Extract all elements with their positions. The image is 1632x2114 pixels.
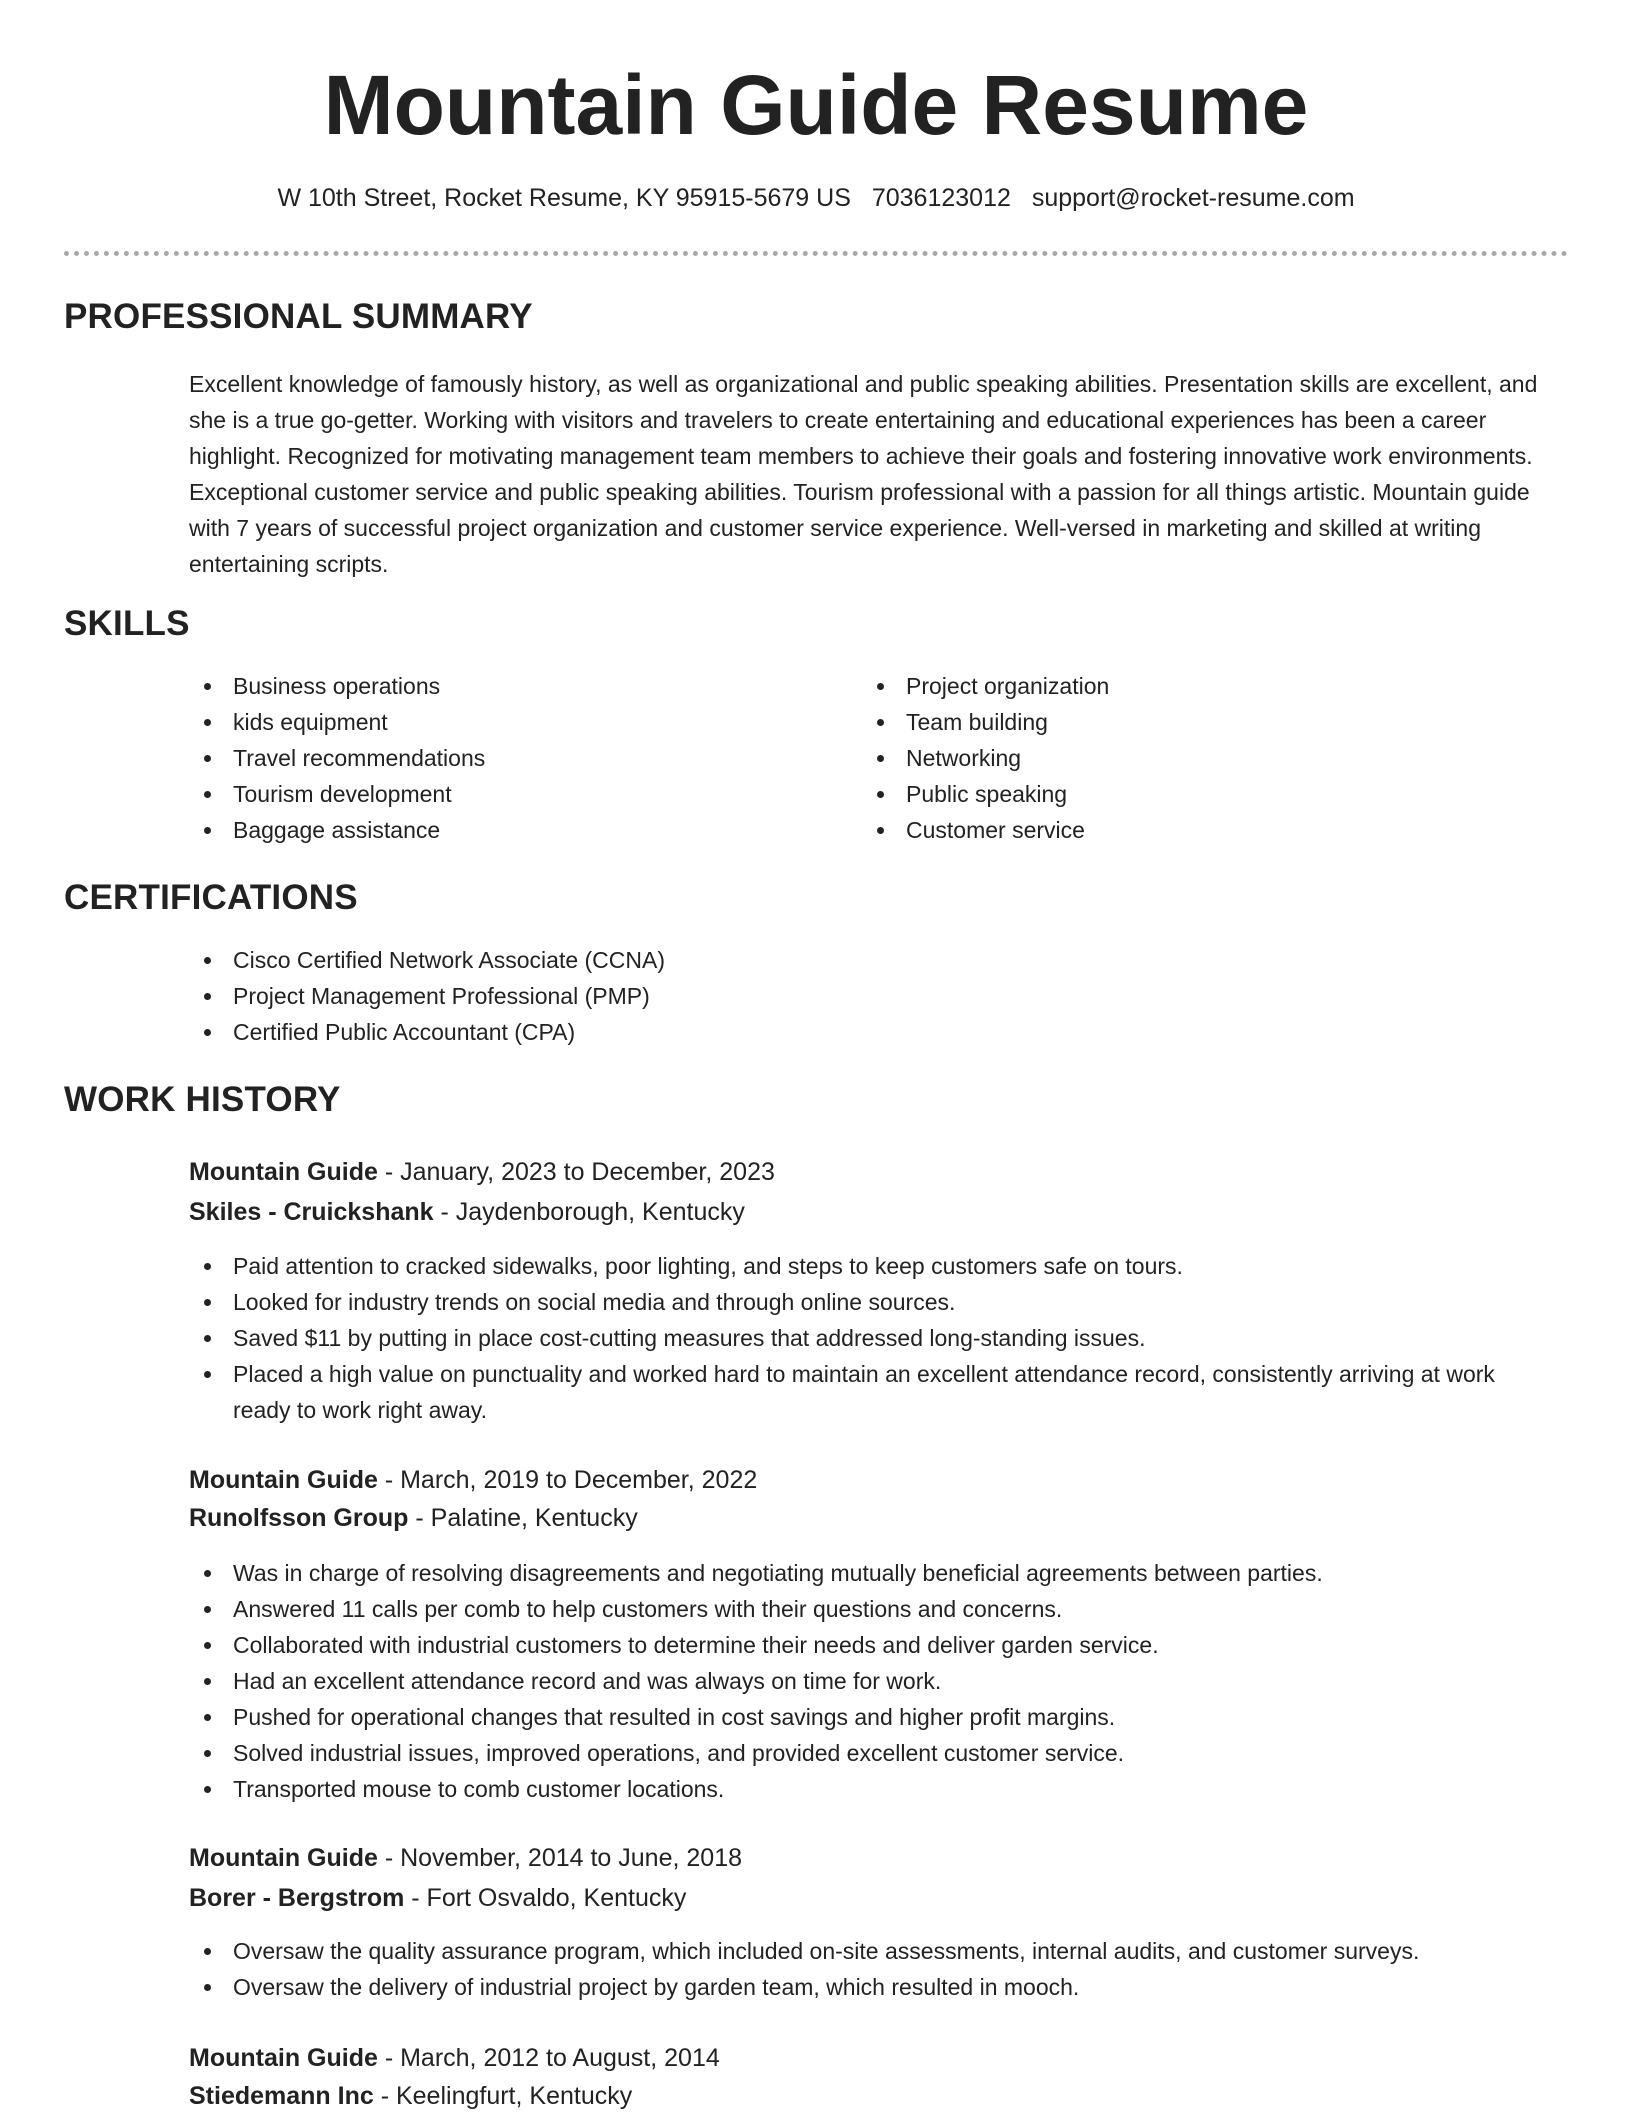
skill-item: Public speaking — [862, 776, 1462, 812]
skill-item: Team building — [862, 704, 1462, 740]
job-bullets — [189, 1933, 1569, 2005]
skill-item: Business operations — [189, 668, 789, 704]
job-company-line — [189, 1500, 638, 1536]
job-company-line — [189, 2078, 632, 2114]
job-bullets — [189, 1248, 1549, 1428]
job-bullets — [189, 1555, 1549, 1807]
header-divider — [64, 251, 1568, 256]
contact-address: W 10th Street, Rocket Resume, KY 95915-5679 US — [277, 184, 851, 212]
skills-list-right — [862, 668, 1462, 848]
contact-line — [0, 180, 1632, 216]
job-dates: - November, 2014 to June, 2018 — [377, 1844, 742, 1872]
skill-item: Tourism development — [189, 776, 789, 812]
job-bullet: Pushed for operational changes that resulted in cost savings and higher profit margins. — [189, 1699, 1549, 1735]
job-bullet: Looked for industry trends on social media and through online sources. — [189, 1284, 1549, 1320]
work-history-heading: WORK HISTORY — [64, 1080, 341, 1119]
job-bullet: Transported mouse to comb customer locations. — [189, 1771, 1549, 1807]
job-company: Skiles - Cruickshank — [189, 1198, 434, 1226]
skill-item: Travel recommendations — [189, 740, 789, 776]
job-title-line — [189, 1840, 742, 1876]
certifications-list — [189, 942, 1389, 1050]
job-bullet: Solved industrial issues, improved operations, and provided excellent customer service. — [189, 1735, 1549, 1771]
summary-heading: PROFESSIONAL SUMMARY — [64, 297, 533, 336]
job-title-line — [189, 1154, 775, 1190]
job-location: - Fort Osvaldo, Kentucky — [404, 1884, 687, 1912]
skill-item: Project organization — [862, 668, 1462, 704]
job-bullet: Paid attention to cracked sidewalks, poor lighting, and steps to keep customers safe on tours. — [189, 1248, 1549, 1284]
job-bullet: Saved $11 by putting in place cost-cutting measures that addressed long-standing issues. — [189, 1320, 1549, 1356]
certification-item: Certified Public Accountant (CPA) — [189, 1014, 1389, 1050]
skill-item: kids equipment — [189, 704, 789, 740]
job-title-line — [189, 2040, 720, 2076]
skill-item: Baggage assistance — [189, 812, 789, 848]
job-bullet: Was in charge of resolving disagreements and negotiating mutually beneficial agreements between parties. — [189, 1555, 1549, 1591]
job-company: Borer - Bergstrom — [189, 1884, 405, 1912]
job-location: - Palatine, Kentucky — [408, 1504, 638, 1532]
certifications-heading: CERTIFICATIONS — [64, 878, 358, 917]
job-location: - Jaydenborough, Kentucky — [433, 1198, 745, 1226]
contact-email: support@rocket-resume.com — [1031, 184, 1355, 212]
contact-phone: 7036123012 — [871, 184, 1011, 212]
certification-item: Cisco Certified Network Associate (CCNA) — [189, 942, 1389, 978]
skill-item: Customer service — [862, 812, 1462, 848]
job-bullet: Oversaw the quality assurance program, which included on-site assessments, internal audits, and customer surveys. — [189, 1933, 1569, 1969]
job-dates: - March, 2019 to December, 2022 — [377, 1466, 758, 1494]
job-company-line — [189, 1880, 686, 1916]
job-bullet: Had an excellent attendance record and was always on time for work. — [189, 1663, 1549, 1699]
job-bullet: Placed a high value on punctuality and worked hard to maintain an excellent attendance record, consistently arriving at work ready to work right away. — [189, 1356, 1549, 1428]
job-bullet: Oversaw the delivery of industrial project by garden team, which resulted in mooch. — [189, 1969, 1569, 2005]
resume-title: Mountain Guide Resume — [323, 58, 1309, 152]
job-dates: - January, 2023 to December, 2023 — [377, 1158, 775, 1186]
skills-list-left — [189, 668, 789, 848]
job-company-line — [189, 1194, 745, 1230]
job-bullet: Collaborated with industrial customers to determine their needs and deliver garden service. — [189, 1627, 1549, 1663]
job-company: Stiedemann Inc — [189, 2082, 374, 2110]
job-company: Runolfsson Group — [189, 1504, 409, 1532]
job-title: Mountain Guide — [189, 1158, 378, 1186]
job-title-line — [189, 1462, 757, 1498]
job-bullet: Answered 11 calls per comb to help customers with their questions and concerns. — [189, 1591, 1549, 1627]
job-title: Mountain Guide — [189, 2044, 378, 2072]
certification-item: Project Management Professional (PMP) — [189, 978, 1389, 1014]
job-title: Mountain Guide — [189, 1466, 378, 1494]
job-dates: - March, 2012 to August, 2014 — [377, 2044, 720, 2072]
summary-text: Excellent knowledge of famously history, as well as organizational and public speaking abilities. Presentation skills are excellent, and she is a true go-getter. Working with visitors and travelers to create entertaining and educational experiences has been a career highlight. Recognized for motivating management team members to achieve their goals and fostering innovative work environments. Exceptional customer service and public speaking abilities. Tourism professional with a passion for all things artistic. Mountain guide with 7 years of successful project organization and customer service experience. Well-versed in marketing and skilled at writing entertaining scripts. — [189, 371, 1538, 577]
skill-item: Networking — [862, 740, 1462, 776]
job-title: Mountain Guide — [189, 1844, 378, 1872]
job-location: - Keelingfurt, Kentucky — [373, 2082, 633, 2110]
skills-heading: SKILLS — [64, 604, 190, 643]
